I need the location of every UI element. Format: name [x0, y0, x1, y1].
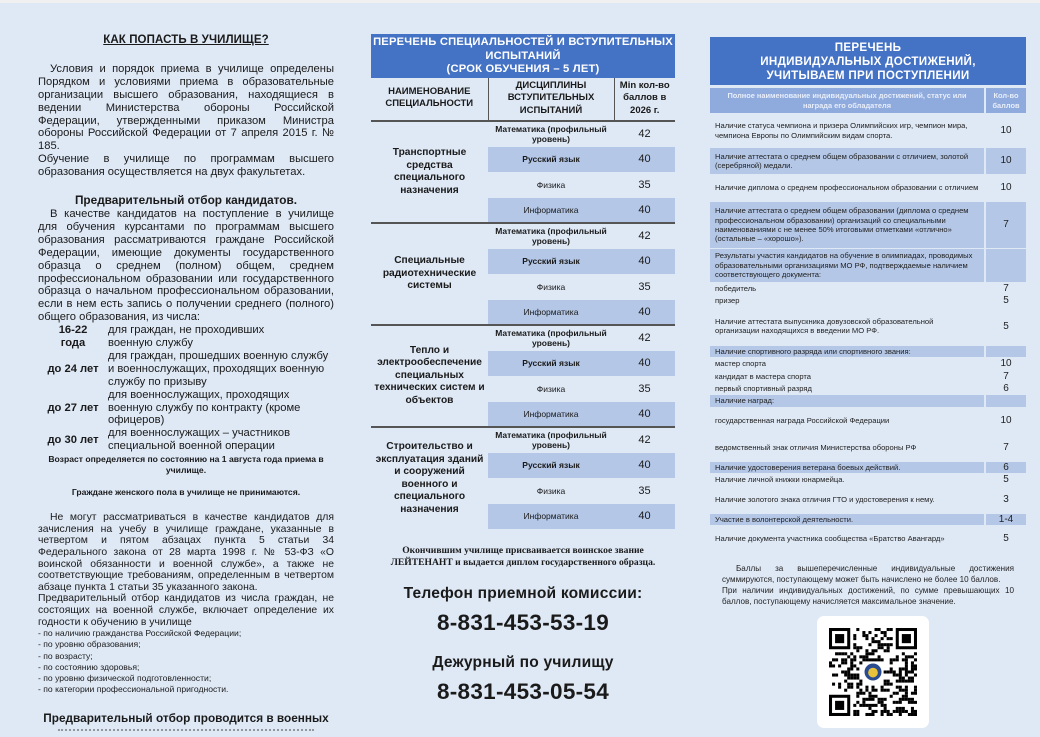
- min-score: 40: [614, 402, 675, 428]
- header-line: ПЕРЕЧЕНЬ: [834, 41, 902, 54]
- qr-code[interactable]: [817, 616, 929, 728]
- note-line: Окончившим училище присваивается воинское звание: [402, 545, 644, 556]
- achievement-row: [710, 346, 1026, 357]
- min-score: 40: [614, 453, 675, 479]
- subject-name: Информатика: [488, 198, 614, 224]
- achievement-row: [710, 371, 1026, 382]
- achievement-row: [710, 526, 1026, 552]
- achievement-points: 10: [984, 148, 1026, 174]
- min-score: 40: [614, 300, 675, 326]
- subject-name: Русский язык: [488, 147, 614, 173]
- subject-name: Математика (профильный уровень): [495, 226, 607, 247]
- note-text: При наличии индивидуальных достижений, по сумме превышающих 10 баллов, поступающему начисляется максимальное значение.: [722, 586, 1014, 607]
- subject-row: [371, 121, 675, 147]
- age-condition: для граждан, прошедших военную службу и военнослужащих, проходящих военную службу по призыву: [108, 349, 329, 388]
- achievement-points: 5: [984, 526, 1026, 552]
- min-score: 35: [638, 178, 651, 191]
- header-line: ИНДИВИДУАЛЬНЫХ ДОСТИЖЕНИЙ,: [760, 55, 976, 68]
- min-score: 40: [614, 147, 675, 173]
- age-unit: года: [60, 337, 86, 350]
- criteria-item: - по состоянию здоровья;: [38, 661, 140, 672]
- achievement-row: [710, 462, 1026, 473]
- age-limits: [38, 324, 334, 453]
- achievement-points: [984, 346, 1026, 357]
- subject-row: [371, 325, 675, 351]
- col-specialty: НАИМЕНОВАНИЕ СПЕЦИАЛЬНОСТИ: [371, 78, 488, 122]
- age-label: до 27 лет: [47, 401, 99, 414]
- achievement-text: Наличие аттестата о среднем общем образовании с отличием, золотой (серебряной) медали.: [710, 148, 984, 174]
- bottom-heading: Предварительный отбор проводится в военных: [43, 711, 329, 726]
- col-min-score: Min кол-во баллов в 2026 г.: [614, 78, 675, 122]
- subject-row: [371, 223, 675, 249]
- subject-name: Русский язык: [488, 453, 614, 479]
- achievement-text: Наличие удостоверения ветерана боевых действий.: [710, 462, 984, 473]
- min-score: 42: [638, 128, 651, 141]
- achievement-text: Наличие документа участника сообщества «Братство Авангард»: [715, 534, 945, 544]
- subject-name: Математика (профильный уровень): [495, 124, 607, 145]
- achievement-row: [710, 148, 1026, 174]
- min-score: 35: [638, 280, 651, 293]
- achievement-row: [710, 114, 1026, 147]
- subject-name: Математика (профильный уровень): [495, 430, 607, 451]
- qr-code-icon: [829, 628, 917, 716]
- achievement-text: кандидат в мастера спорта: [715, 371, 812, 381]
- duty-phone[interactable]: 8-831-453-05-54: [436, 679, 610, 704]
- age-value: 16-22: [58, 324, 88, 337]
- achievement-text: первый спортивный разряд: [715, 384, 812, 394]
- achievement-row: [710, 249, 1026, 282]
- achievement-row: [710, 435, 1026, 461]
- achievement-text: Наличие спортивного разряда или спортивного звания:: [710, 346, 984, 357]
- note-line: ЛЕЙТЕНАНТ и выдается диплом государственного образца.: [390, 556, 656, 568]
- specialty-name: Строительство и эксплуатация зданий и сооружений военного и специального назначения: [375, 441, 484, 515]
- header-line: ПЕРЕЧЕНЬ СПЕЦИАЛЬНОСТЕЙ И ВСТУПИТЕЛЬНЫХ: [373, 36, 673, 48]
- subject-name: Русский язык: [488, 351, 614, 377]
- subject-name: Физика: [536, 281, 566, 292]
- criteria-item: - по наличию гражданства Российской Федерации;: [38, 628, 242, 639]
- achievement-row: [710, 474, 1026, 485]
- achievement-text: государственная награда Российской Федерации: [715, 416, 890, 426]
- duty-phone-label: Дежурный по училищу: [432, 654, 614, 671]
- age-label: до 24 лет: [47, 362, 99, 375]
- achievement-text: Результаты участия кандидатов на обучение в олимпиадах, проводимых образовательными организациями МО РФ, подтверждаемые наличием соответствующего документа:: [710, 249, 984, 282]
- achievement-text: мастер спорта: [715, 359, 766, 369]
- min-score: 42: [638, 434, 651, 447]
- achievement-text: Наличие диплома о среднем профессиональном образовании с отличием: [715, 183, 979, 193]
- achievement-row: [710, 175, 1026, 201]
- achievement-points: 10: [984, 358, 1026, 369]
- min-score: 40: [614, 198, 675, 224]
- points-note: [722, 563, 1014, 607]
- achievement-points: 1-4: [984, 514, 1026, 525]
- achievement-text: Наличие аттестата о среднем общем образовании (диплома о среднем профессиональном образовании) организаций со специальными наименованиями с не менее 50% итоговыми отметками «отлично» (остальные – «хорошо»).: [710, 202, 984, 248]
- specialty-name: Транспортные средства специального назначения: [371, 121, 488, 223]
- age-note: Возраст определяется по состоянию на 1 августа года приема в училище.: [48, 454, 324, 476]
- subject-name: Физика: [536, 179, 566, 190]
- achievements-table: [710, 87, 1026, 553]
- age-condition: для граждан, не проходивших военную службу: [108, 324, 265, 350]
- criteria-item: - по категории профессиональной пригодности.: [38, 684, 229, 695]
- cut-off-text: [58, 729, 314, 731]
- achievement-row: [710, 308, 1026, 345]
- col-achievement-name: Полное наименование индивидуальных достижений, статус или награда его обладателя: [710, 88, 984, 113]
- achievement-row: [710, 514, 1026, 525]
- col-disciplines: ДИСЦИПЛИНЫ ВСТУПИТЕЛЬНЫХ ИСПЫТАНИЙ: [488, 78, 614, 122]
- achievement-points: 10: [984, 114, 1026, 147]
- age-label: до 30 лет: [47, 433, 99, 446]
- header-line: УЧИТЫВАЕМ ПРИ ПОСТУПЛЕНИИ: [766, 69, 970, 82]
- achievement-points: 5: [984, 308, 1026, 345]
- subject-name: Информатика: [488, 504, 614, 530]
- faculties-paragraph: Обучение в училище по программам высшего образования осуществляется на двух факультетах.: [38, 153, 334, 179]
- admission-info-column: [38, 34, 334, 731]
- achievements-column: [710, 37, 1026, 607]
- min-score: 42: [638, 332, 651, 345]
- graduate-note: [371, 545, 675, 568]
- subject-name: Информатика: [488, 300, 614, 326]
- achievement-points: 6: [984, 383, 1026, 394]
- col-points: Кол-во баллов: [984, 88, 1026, 113]
- min-score: 40: [614, 351, 675, 377]
- subject-name: Информатика: [488, 402, 614, 428]
- achievement-points: 7: [984, 371, 1026, 382]
- achievement-row: [710, 283, 1026, 294]
- achievement-points: [984, 395, 1026, 406]
- specialty-name: Тепло и электрообеспечение специальных технических систем и объектов: [371, 325, 488, 427]
- achievement-row: [710, 202, 1026, 248]
- achievement-points: 7: [984, 283, 1026, 294]
- note-text: Баллы за вышеперечисленные индивидуальные достижения суммируются, поступающему может быть начислено не более 10 баллов.: [722, 564, 1014, 585]
- restriction-paragraph: Не могут рассматриваться в качестве кандидатов для зачисления на учебу в училище граждане, указанные в четвертом и пятом абзацах пункта 5 статьи 34 Федерального закона от 28 марта 1998 г. № 53-ФЗ «О воинской обязанности и военной службе», а также не соответствующие требованиям, определенным в четвертом абзаце пункта 1 статьи 35 указанного закона.: [38, 512, 334, 593]
- achievement-points: 10: [984, 175, 1026, 201]
- min-score: 42: [638, 230, 651, 243]
- achievement-text: Участие в волонтерской деятельности.: [710, 514, 984, 525]
- specialty-name: Специальные радиотехнические системы: [371, 223, 488, 325]
- achievement-text: ведомственный знак отличия Министерства обороны РФ: [715, 443, 917, 453]
- achievement-points: 3: [984, 487, 1026, 513]
- achievement-text: Наличие наград:: [710, 395, 984, 406]
- min-score: 40: [614, 504, 675, 530]
- subject-row: [371, 427, 675, 453]
- age-label: [38, 324, 108, 350]
- header-line: (СРОК ОБУЧЕНИЯ – 5 ЛЕТ): [446, 63, 600, 75]
- achievement-row: [710, 487, 1026, 513]
- achievement-text: Наличие статуса чемпиона и призера Олимпийских игр, чемпион мира, чемпиона Европы по Олимпийским видам спорта.: [715, 121, 968, 140]
- subject-name: Математика (профильный уровень): [495, 328, 607, 349]
- achievement-row: [710, 408, 1026, 434]
- criteria-item: - по уровню образования;: [38, 639, 141, 650]
- selection-paragraph: В качестве кандидатов на поступление в училище для обучения курсантами по программам высшего образования рассматриваются граждане Российской Федерации, имеющие документы государственного образца о среднем (полном) общем, среднем профессиональном образовании или государственного образца о начальном профессиональном образовании, если в нем есть запись о получении среднего (полного) общего образования, из числа:: [38, 207, 334, 324]
- criteria-list: [38, 628, 334, 695]
- age-condition: для военнослужащих, проходящих военную службу по контракту (кроме офицеров): [108, 388, 301, 427]
- min-score: 35: [638, 382, 651, 395]
- achievement-row: [710, 358, 1026, 369]
- subject-name: Физика: [536, 383, 566, 394]
- achievement-text: Наличие аттестата выпускника довузовской образовательной организации находящихся в введении МО РФ.: [715, 316, 934, 336]
- intro-paragraph: Условия и порядок приема в училище определены Порядком и условиями приема в образовательные организации высшего образования, находящиеся в ведении Министерства обороны Российской Федерации, утвержденными приказом Министра обороны Российской Федерации от 7 апреля 2015 г. № 185.: [38, 62, 334, 153]
- achievement-points: 6: [984, 462, 1026, 473]
- achievements-header: [710, 37, 1026, 85]
- min-score: 35: [638, 484, 651, 497]
- achievement-text: победитель: [715, 284, 757, 293]
- selection-heading: Предварительный отбор кандидатов.: [74, 193, 298, 208]
- prelim-paragraph: Предварительный отбор кандидатов из числа граждан, не состоящих на военной службе, включает определение их годности к обучению в училище: [38, 593, 334, 628]
- min-score: 40: [614, 249, 675, 275]
- criteria-item: - по уровню физической подготовленности;: [38, 672, 212, 683]
- achievement-points: 5: [984, 474, 1026, 485]
- female-note: Граждане женского пола в училище не принимаются.: [71, 487, 301, 498]
- specialties-header: [371, 34, 675, 78]
- achievement-row: [710, 383, 1026, 394]
- achievement-text: Наличие золотого знака отличия ГТО и удостоверения к нему.: [715, 494, 935, 504]
- age-condition: для военнослужащих – участников специальной военной операции: [108, 427, 291, 453]
- criteria-item: - по возрасту;: [38, 650, 93, 661]
- achievement-text: Наличие личной книжки юнармейца.: [715, 475, 845, 485]
- achievement-points: 10: [984, 408, 1026, 434]
- achievement-row: [710, 395, 1026, 406]
- achievement-points: 7: [984, 202, 1026, 248]
- specialties-table: [371, 78, 675, 530]
- achievement-row: [710, 295, 1026, 306]
- achievement-points: 7: [984, 435, 1026, 461]
- achievement-points: 5: [984, 295, 1026, 306]
- specialties-column: [371, 34, 675, 705]
- achievement-points: [984, 249, 1026, 282]
- top-edge: [0, 0, 1040, 3]
- admission-phone-label: Телефон приемной комиссии:: [403, 585, 643, 602]
- achievement-text: призер: [715, 296, 740, 306]
- admission-phone[interactable]: 8-831-453-53-19: [436, 610, 610, 635]
- subject-name: Физика: [536, 485, 566, 496]
- subject-name: Русский язык: [488, 249, 614, 275]
- header-line: ИСПЫТАНИЙ: [485, 49, 561, 62]
- page-title: КАК ПОПАСТЬ В УЧИЛИЩЕ?: [103, 34, 269, 46]
